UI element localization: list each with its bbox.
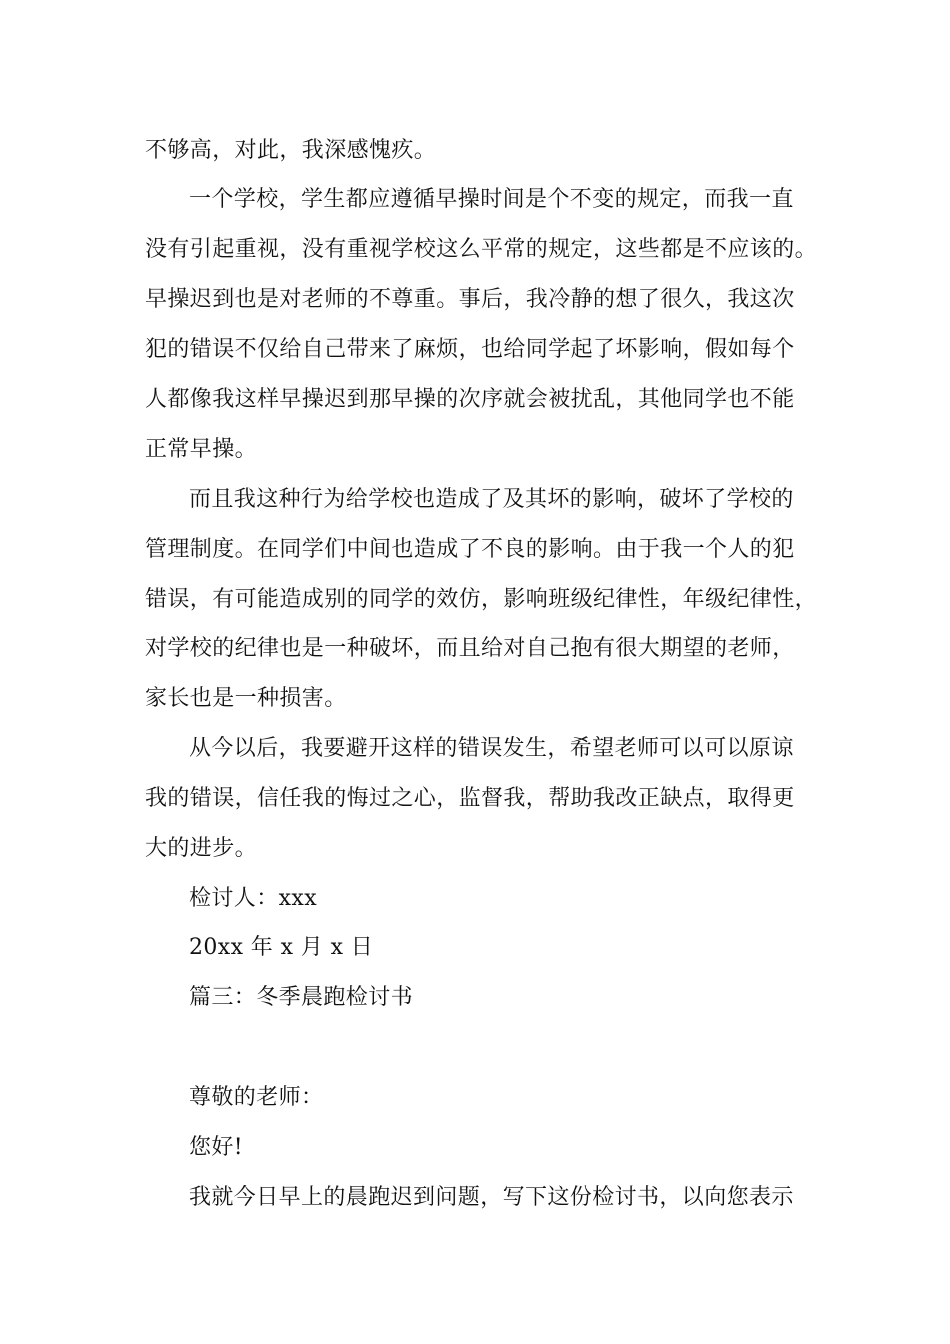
text-line: 家长也是一种损害。 bbox=[145, 686, 347, 711]
text-line: 一个学校，学生都应遵循早操时间是个不变的规定，而我一直 bbox=[189, 187, 794, 212]
text-line: 错误，有可能造成别的同学的效仿，影响班级纪律性，年级纪律性， bbox=[145, 587, 818, 612]
text-line: 人都像我这样早操迟到那早操的次序就会被扰乱，其他同学也不能 bbox=[145, 387, 795, 412]
text-line: 而且我这种行为给学校也造成了及其坏的影响，破坏了学校的 bbox=[189, 487, 794, 512]
text-line: 我就今日早上的晨跑迟到问题，写下这份检讨书，以向您表示 bbox=[189, 1185, 794, 1210]
text-line: 不够高，对此，我深感愧疚。 bbox=[145, 138, 437, 163]
signature-line: 检讨人：xxx bbox=[189, 886, 318, 911]
text-line: 正常早操。 bbox=[145, 437, 258, 462]
text-line: 没有引起重视，没有重视学校这么平常的规定，这些都是不应该的。 bbox=[145, 237, 818, 262]
text-line: 早操迟到也是对老师的不尊重。事后，我冷静的想了很久，我这次 bbox=[145, 287, 795, 312]
section-heading: 篇三：冬季晨跑检讨书 bbox=[189, 985, 414, 1010]
greeting: 您好! bbox=[189, 1135, 244, 1160]
text-line: 对学校的纪律也是一种破坏，而且给对自己抱有很大期望的老师， bbox=[145, 636, 795, 661]
text-line: 管理制度。在同学们中间也造成了不良的影响。由于我一个人的犯 bbox=[145, 537, 795, 562]
text-line: 我的错误，信任我的悔过之心，监督我，帮助我改正缺点，取得更 bbox=[145, 786, 795, 811]
text-line: 犯的错误不仅给自己带来了麻烦，也给同学起了坏影响，假如每个 bbox=[145, 337, 795, 362]
text-line: 大的进步。 bbox=[145, 836, 258, 861]
date-line: 20xx 年 x 月 x 日 bbox=[189, 935, 374, 960]
salutation: 尊敬的老师： bbox=[189, 1085, 324, 1110]
text-line: 从今以后，我要避开这样的错误发生，希望老师可以可以原谅 bbox=[189, 736, 794, 761]
